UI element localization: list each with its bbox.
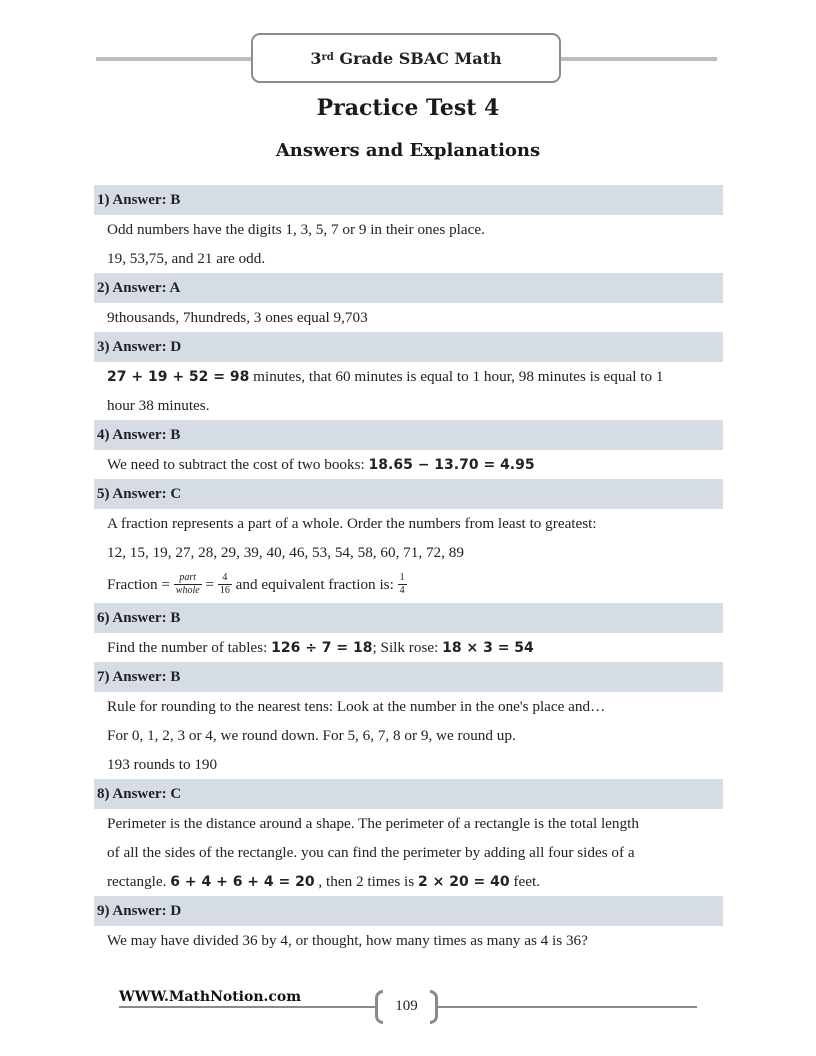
- answer-header-9: [94, 896, 723, 926]
- explanation-text: and equivalent fraction is:: [231, 576, 398, 593]
- explanation-text: Find the number of tables:: [107, 639, 272, 656]
- explanation-line: A fraction represents a part of a whole. Order the numbers from least to greatest:: [107, 515, 597, 532]
- explanation-text: minutes, that 60 minutes is equal to 1 hour, 98 minutes is equal to 1: [249, 368, 664, 385]
- fraction-numerator: part: [174, 572, 202, 585]
- fraction-denominator: 16: [219, 585, 230, 597]
- page-number: 109: [395, 998, 418, 1014]
- page-title: Practice Test 4: [316, 95, 500, 121]
- explanation-line: 193 rounds to 190: [107, 756, 218, 773]
- explanation-line: 12, 15, 19, 27, 28, 29, 39, 40, 46, 53, 54, 58, 60, 71, 72, 89: [107, 544, 464, 561]
- answer-label: ) Answer: B: [104, 669, 181, 685]
- math-expression: 2 × 20 = 40: [417, 874, 510, 890]
- header-grade-number: 3: [310, 48, 322, 68]
- explanation-text: We need to subtract the cost of two books:: [107, 456, 369, 473]
- math-expression: 126 ÷ 7 = 18: [271, 640, 373, 656]
- question-number: 9: [97, 903, 105, 919]
- answer-label: ) Answer: B: [104, 427, 181, 443]
- explanation-line: Perimeter is the distance around a shape. The perimeter of a rectangle is the total length: [107, 815, 639, 832]
- explanation-text: feet.: [509, 873, 541, 890]
- fraction-denominator: whole: [175, 585, 200, 597]
- question-number: 1: [97, 192, 105, 208]
- answer-label: ) Answer: B: [104, 610, 181, 626]
- explanation-line: [94, 362, 723, 391]
- question-number: 7: [97, 669, 105, 685]
- explanation-text: Fraction =: [107, 576, 174, 593]
- answer-label: ) Answer: C: [104, 486, 182, 502]
- fraction-4-16: [218, 572, 232, 597]
- footer-rule-right: [436, 1006, 697, 1008]
- explanation-line: Odd numbers have the digits 1, 3, 5, 7 or 9 in their ones place.: [107, 221, 485, 238]
- fraction-line: [94, 567, 723, 603]
- answer-header-4: [94, 420, 723, 450]
- page-number-bracket-left: [375, 990, 383, 1024]
- math-expression: 27 + 19 + 52 = 98: [107, 369, 250, 385]
- question-number: 5: [97, 486, 105, 502]
- explanation-line: Rule for rounding to the nearest tens: Look at the number in the one's place and…: [107, 698, 606, 715]
- explanation-line: [94, 450, 723, 479]
- answer-label: ) Answer: A: [104, 280, 181, 296]
- explanation-line: [94, 867, 723, 896]
- explanation-line: For 0, 1, 2, 3 or 4, we round down. For 5, 6, 7, 8 or 9, we round up.: [107, 727, 516, 744]
- fraction-numerator: 1: [399, 572, 405, 584]
- fraction-1-4: [398, 572, 407, 597]
- explanation-text: ; Silk rose:: [372, 639, 443, 656]
- question-number: 4: [97, 427, 105, 443]
- explanation-line: 9thousands, 7hundreds, 3 ones equal 9,703: [107, 309, 368, 326]
- explanation-text: , then 2 times is: [314, 873, 418, 890]
- page-number-bracket-right: [430, 990, 438, 1024]
- explanation-line: [94, 633, 723, 662]
- answer-header-1: [94, 185, 723, 215]
- explanation-line: 19, 53,75, and 21 are odd.: [107, 250, 266, 267]
- fraction-numerator: 4: [218, 572, 232, 585]
- answer-header-8: [94, 779, 723, 809]
- header-grade-rest: Grade SBAC Math: [333, 48, 502, 68]
- answer-header-2: [94, 273, 723, 303]
- answer-header-3: [94, 332, 723, 362]
- header-rule-left: [96, 57, 253, 61]
- math-expression: 18.65 − 13.70 = 4.95: [368, 457, 535, 473]
- header-box: [251, 33, 561, 83]
- footer-rule-left: [119, 1006, 377, 1008]
- explanation-line: We may have divided 36 by 4, or thought, how many times as many as 4 is 36?: [107, 932, 588, 949]
- explanation-line: hour 38 minutes.: [107, 397, 210, 414]
- answer-label: ) Answer: D: [104, 903, 182, 919]
- explanation-text: rectangle.: [107, 873, 171, 890]
- footer-website: WWW.MathNotion.com: [119, 989, 302, 1005]
- answer-header-5: [94, 479, 723, 509]
- explanation-line: of all the sides of the rectangle. you can find the perimeter by adding all four sides of a: [107, 844, 635, 861]
- fraction-part-whole: [174, 572, 202, 597]
- fraction-denominator: 4: [399, 585, 405, 597]
- answer-label: ) Answer: C: [104, 786, 182, 802]
- question-number: 3: [97, 339, 105, 355]
- answers-list: [94, 185, 723, 955]
- math-expression: 18 × 3 = 54: [442, 640, 534, 656]
- answer-header-6: [94, 603, 723, 633]
- math-expression: 6 + 4 + 6 + 4 = 20: [170, 874, 315, 890]
- answer-label: ) Answer: B: [104, 192, 181, 208]
- header-rule-right: [559, 57, 717, 61]
- equals-sign: =: [201, 576, 218, 593]
- page-subtitle: Answers and Explanations: [275, 140, 541, 161]
- question-number: 6: [97, 610, 105, 626]
- answer-header-7: [94, 662, 723, 692]
- question-number: 2: [97, 280, 105, 296]
- header-grade-suffix: rd: [321, 51, 334, 63]
- question-number: 8: [97, 786, 105, 802]
- answer-label: ) Answer: D: [104, 339, 182, 355]
